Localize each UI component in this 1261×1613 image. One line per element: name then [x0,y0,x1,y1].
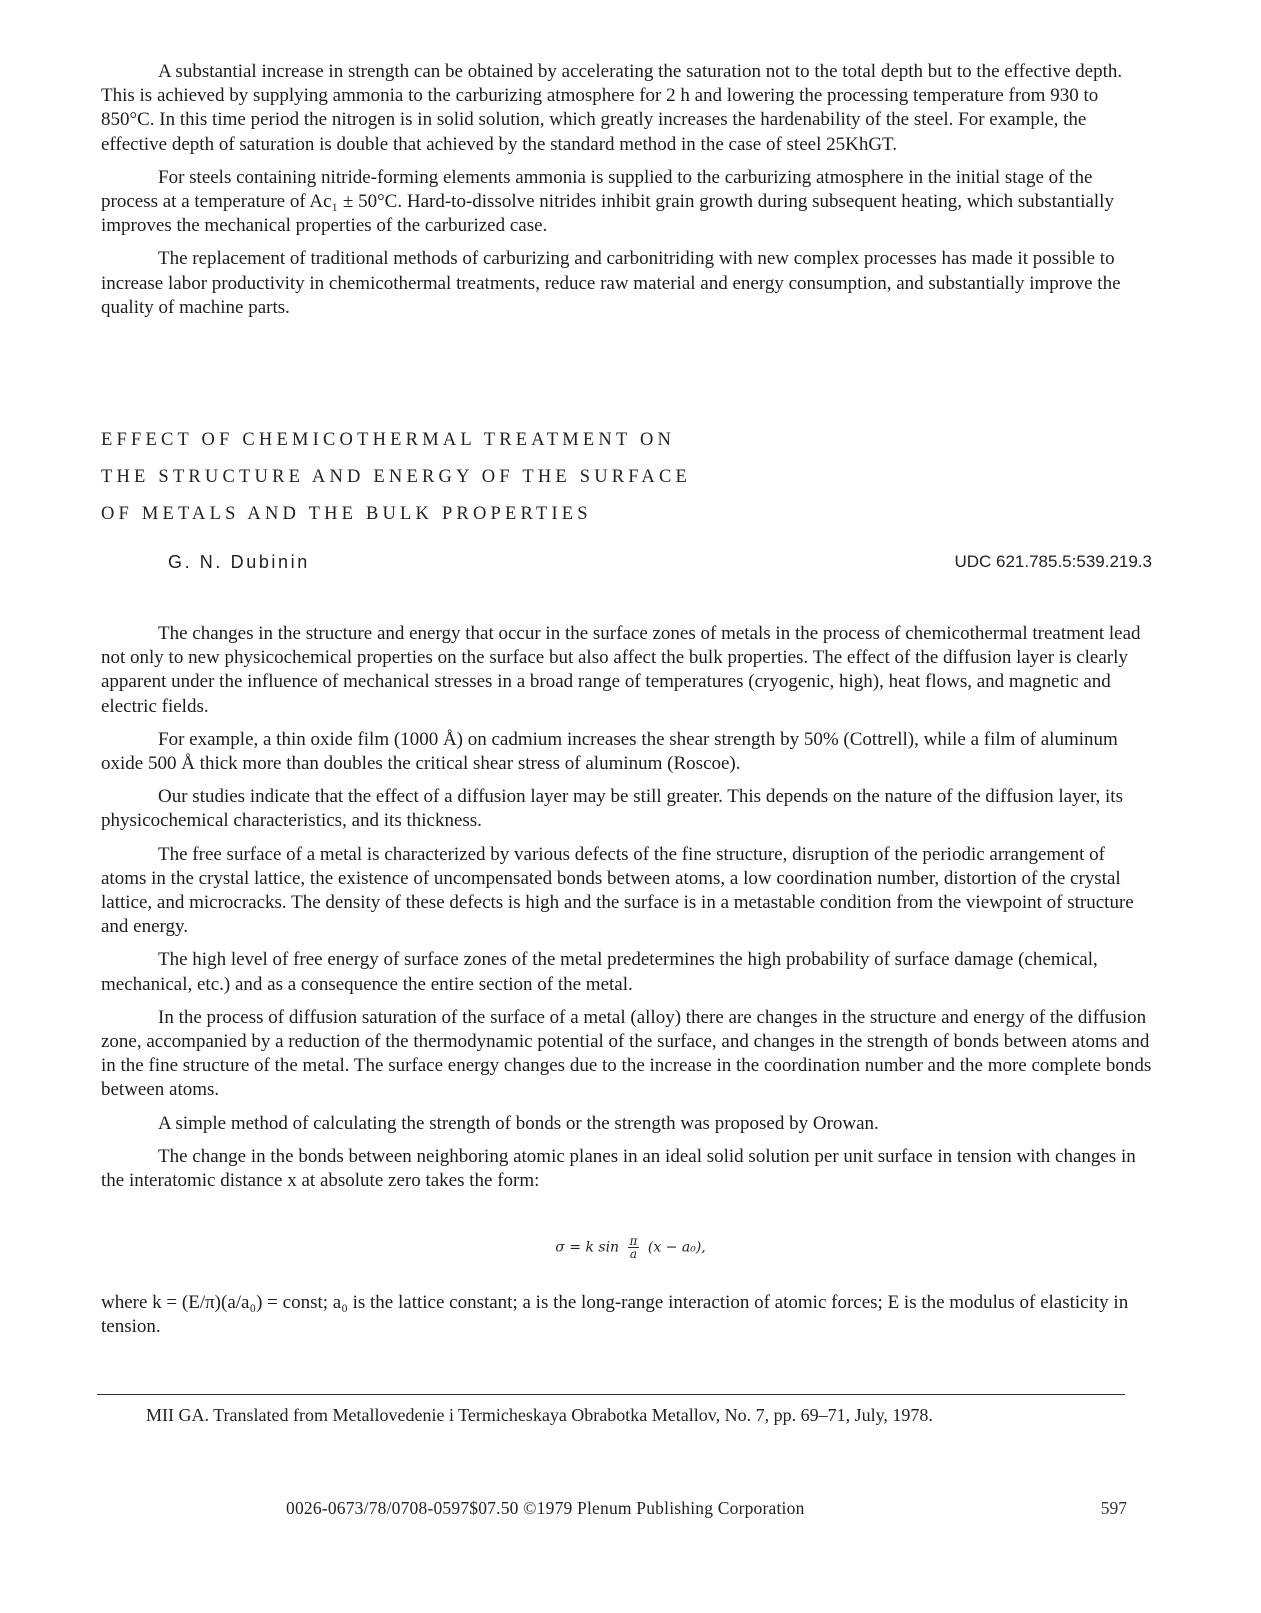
formula-numerator: π [629,1234,638,1248]
footnote: MII GA. Translated from Metallovedenie i Termicheskaya Obrabotka Metallov, No. 7, pp. 69–71, July, 1978. [146,1405,933,1425]
article-title-line-1: EFFECT OF CHEMICOTHERMAL TREATMENT ON [101,430,676,450]
intro-section [101,60,1152,329]
footnote-divider [97,1394,1125,1395]
body-paragraph-5: The high level of free energy of surface zones of the metal predetermines the high probability of surface damage (chemical, mechanical, etc.) and as a consequence the entire section of the metal. [101,949,1098,995]
body-paragraph-7: A simple method of calculating the strength of bonds or the strength was proposed by Orowan. [158,1112,879,1134]
intro-paragraph-3: The replacement of traditional methods of carburizing and carbonitriding with new complex processes has made it possible to increase labor productivity in chemicothermal treatments, reduce raw material and energy consumption, and substantially improve the quality of machine parts. [101,248,1121,318]
article-title-line-2: THE STRUCTURE AND ENERGY OF THE SURFACE [101,467,692,487]
orowan-formula [0,1235,1261,1260]
body-paragraph-2: For example, a thin oxide film (1000 Å) on cadmium increases the shear strength by 50% (Cottrell), while a film of aluminum oxide 500 Å thick more than doubles the critical shear stress of aluminum (Roscoe). [101,728,1118,775]
intro-paragraph-1: A substantial increase in strength can be obtained by accelerating the saturation not to the total depth but to the effective depth. This is achieved by supplying ammonia to the carburizing atmosphere for 2 h and lowering the processing temperature from 930 to 850°C. In this time period the nitrogen is in solid solution, which greatly increases the hardenability of the steel. For example, the effective depth of saturation is double that achieved by the standard method in the case of steel 25KhGT. [101,61,1123,155]
formula-rhs: (x − a₀), [647,1239,706,1256]
page-number: 597 [1100,1498,1127,1518]
formula-lhs: σ = k sin [555,1239,620,1256]
intro-paragraph-2: For steels containing nitride-forming elements ammonia is supplied to the carburizing atmosphere in the initial stage of the process at a temperature of Ac₁ ± 50°C. Hard-to-dissolve nitrides inhibit grain growth during subsequent heating, which substantially improves the mechanical properties of the carburized case. [101,166,1114,237]
after-formula-paragraph: where k = (E/π)(a/a₀) = const; a₀ is the lattice constant; a is the long-range interaction of atomic forces; E is the modulus of elasticity in tension. [101,1292,1129,1338]
author-name: G. N. Dubinin [168,552,310,572]
body-section [101,622,1152,1202]
article-title-line-3: OF METALS AND THE BULK PROPERTIES [101,504,592,524]
after-formula-section [101,1291,1152,1348]
formula-fraction [628,1235,640,1260]
body-paragraph-4: The free surface of a metal is characterized by various defects of the fine structure, disruption of the periodic arrangement of atoms in the crystal lattice, the existence of uncompensated bonds between atoms, a low coordination number, distortion of the crystal lattice, and microcracks. The density of these defects is high and the surface is in a metastable condition from the viewpoint of structure and energy. [101,843,1134,938]
body-paragraph-6: In the process of diffusion saturation of the surface of a metal (alloy) there are changes in the structure and energy of the diffusion zone, accompanied by a reduction of the thermodynamic potential of the surface, and changes in the strength of bonds between atoms and in the fine structure of the metal. The surface energy changes due to the increase in the coordination number and the more complete bonds between atoms. [101,1006,1152,1101]
copyright-line: 0026-0673/78/0708-0597$07.50 ©1979 Plenum Publishing Corporation [286,1498,805,1518]
formula-denominator: a [629,1247,638,1261]
udc-code: UDC 621.785.5:539.219.3 [954,552,1152,571]
body-paragraph-1: The changes in the structure and energy that occur in the surface zones of metals in the process of chemicothermal treatment lead not only to new physicochemical properties on the surface but also affect the bulk properties. The effect of the diffusion layer is clearly apparent under the influence of mechanical stresses in a broad range of temperatures (cryogenic, high), heat flows, and magnetic and electric fields. [101,623,1141,717]
body-paragraph-8: The change in the bonds between neighboring atomic planes in an ideal solid solution per unit surface in tension with changes in the interatomic distance x at absolute zero takes the form: [101,1145,1136,1192]
body-paragraph-3: Our studies indicate that the effect of a diffusion layer may be still greater. This depends on the nature of the diffusion layer, its physicochemical characteristics, and its thickness. [101,786,1123,832]
